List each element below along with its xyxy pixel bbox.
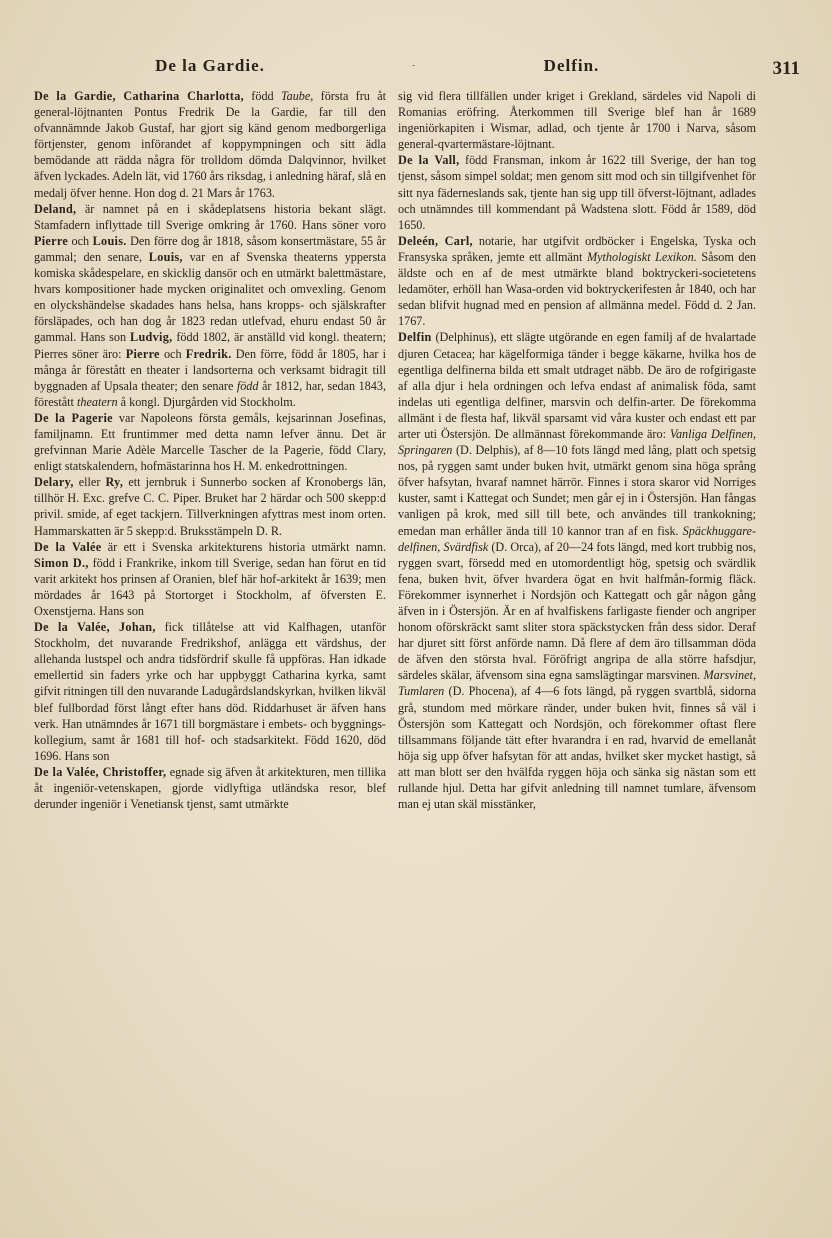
entry-text: ett jernbruk i Sunnerbo socken af Kronobergs län, tillhör H. Exc. grefve C. C. Piper. Bruket har 2 härdar och 500 skepp:d privil. smide, af eget tackjern. Tillverkningen afyttras mest inom orten. Hammarskatten är 5 skepp:d. Bruksstämpeln D. R. [34, 475, 386, 538]
entry-text: å kongl. Djurgården vid Stockholm. [117, 394, 296, 409]
entry-headword: Delfin [398, 330, 432, 345]
italic-term: född [236, 378, 259, 393]
entry-text: Den förre dog år 1818, såsom konsertmästare, 55 år gammal; den senare, [34, 233, 386, 264]
entry-headword: Pierre [34, 233, 69, 248]
italic-term: Taube, [280, 89, 314, 103]
italic-term: Marsvinet, Tumlaren [398, 668, 756, 699]
right-column [398, 88, 756, 812]
entry-text: född [244, 89, 281, 103]
entry-headword: De la Gardie, Catharina Charlotta, [34, 89, 244, 103]
entry-text: sig vid flera tillfällen under kriget i Grekland, särdeles vid Napoli di Romanias eröfring. Återkommen till Sverige blef han år 1689 ingeniörkapiten i Wismar, adlad, och tjente år 1700 i Narva, såsom general-qvartermästare-löjtnant. [398, 89, 756, 152]
entry-text: (Delphinus), ett slägte utgörande en egen familj af de hvalartade djuren Cetacea; har kägelformiga tänder i begge käkarne, hvilka hos de egentliga delfinerna bilda ett smalt utdraget näbb. De äro de rofgirigaste af alla djur i hela ordningen och lefva endast af animalisk föda, samt indelas uti egentliga delfiner, marsvin och delfin-arter. De förekomma allmänt i de flesta haf, likväl sparsamt vid våra kuster och endast ett par arter uti Östersjön. De allmännast förekommande äro: [398, 330, 756, 441]
entry-text: och [159, 346, 186, 361]
entry-text: är namnet på en i skådeplatsens historia bekant slägt. Stamfadern inflyttade till Sverige omkring år 1760. Hans söner voro [34, 201, 386, 232]
entry-paragraph [34, 201, 386, 410]
entry-text: (D. Delphis), af 8—10 fots längd med lång, platt och spetsig nos, på ryggen samt under buken hvit, utmärkt genom sina höga språng öfver hafsytan, hvaraf namnet härrör. Finnes i stora skaror vid Norriges kuster, samt i Kattegat och Sundet; men går ej in i Östersjön. Han fångas vanligen på krok, med sill till bete, och användes till trankokning; emedan man erhåller ända till 10 kannor tran af en fisk. [398, 443, 756, 538]
entry-paragraph [34, 619, 386, 764]
header-mark: - [412, 60, 416, 71]
entry-text: född 1802, är anställd vid kongl. theatern; Pierres söner äro: [34, 330, 386, 361]
entry-headword: Delary, [34, 475, 74, 490]
entry-headword: Ry, [105, 475, 124, 490]
page-number: 311 [772, 58, 800, 79]
entry-text: egnade sig äfven åt arkitekturen, men tillika åt ingeniör-vetenskapen, gjorde vidlyftiga utländska resor, blef derunder ingeniör i Venetiansk tjenst, samt utmärkte [34, 764, 386, 812]
entry-text: född Fransman, inkom år 1622 till Sverige, der han tog tjenst, såsom simpel soldat; men genom sitt mod och sin tillgifvenhet för sitt nya fäderneslands sak, tjente han sig upp till öfverst-löjtnant, adlades och utnämndes till kommendant på Wadstena slott. Född år 1589, död 1650. [398, 153, 756, 232]
entry-text: Såsom den äldste och en af de mest utmärkte bland boktryckeri-societetens ledamöter, erhöll han Wasa-orden vid boktryckerifesten år 1840, och har sedan blifvit hugnad med en pension af allmänna medel. Född d. 2 Jan. 1767. [398, 249, 756, 329]
entry-headword: Louis. [92, 233, 127, 248]
header-left-title: De la Gardie. [155, 56, 265, 75]
entry-text: var Napoleons första gemåls, kejsarinnan Josefinas, familjnamn. Ett fruntimmer med detta namn lefver ännu. Det är grefvinnan Marie Adèle Marcelle Tascher de la Pagerie, född Clary, enligt statskalendern, hofmästarinna hos H. M. enkedrottningen. [34, 410, 386, 474]
italic-term: theatern [76, 394, 118, 409]
entry-text: (D. Phocena), af 4—6 fots längd, på ryggen svartblå, sidorna grå, stundom med mörkare ränder, under buken hvit, finnes så väl i Östersjön som Kattegatt och Nordsjön, och förekommer oftast flere tillsammans följande tätt efter hvarandra i en rad, hvarvid de emellanåt höja sig upp öfver hafsytan för att andas, hvilket sker mycket hastigt, så att man blott ser den hvälfda ryggen höja och sänka sig nästan som ett rullande hjul. Detta har gifvit anledning till namnet tumlare, äfvensom man ej utan skäl misstänker, [398, 684, 756, 812]
entry-headword: De la Pagerie [34, 410, 113, 425]
entry-headword: Ludvig, [130, 330, 173, 345]
entry-text: född i Frankrike, inkom till Sverige, sedan han förut en tid varit arkitekt hos prinsen af Oranien, blef här hof-arkitekt år 1639; men mördades år 1643 på Stortorget i Stockholm, af öfversten E. Oxenstjerna. Hans son [34, 555, 386, 618]
entry-headword: Louis, [148, 249, 183, 264]
italic-term: Mythologiskt Lexikon. [586, 249, 697, 264]
entry-text: är ett i Svenska arkitekturens historia utmärkt namn. [101, 539, 386, 554]
entry-text: och [68, 233, 93, 248]
entry-headword: Fredrik. [185, 346, 232, 361]
entry-text: (D. Orca), af 20—24 fots längd, med kort trubbig nos, ryggen svart, försedd med en utomordentligt hög, spetsig och svärdlik fena, buken hvit, öfver hvardera ögat en hvit halfmån-formig fläck. Förekommer isynnerhet i Nordsjön och Kattegatt och går någon gång äfven in i Östersjön. Är en af hvalfiskens farligaste fiender och angriper honom oförskräckt samt sliter stora späckstycken från dess sidor. Deraf har djuret sitt först anförde namn. Då flere af dem äro tillsamman döda de äfven den största hval. Föröfrigt angripa de alla större hafsdjur, särdeles skälar, äfvensom sina egna samslägtingar marsvinen. [398, 539, 756, 683]
entry-headword: Deland, [34, 201, 77, 216]
entry-headword: De la Valée [34, 539, 102, 554]
italic-term: Vanliga Delfinen, Springaren [398, 426, 756, 458]
entry-text: år 1812, har, sedan 1843, förestått [34, 378, 386, 409]
entry-text: notarie, har utgifvit ordböcker i Engelska, Tyska och Fransyska språken, jemte ett allmänt [398, 233, 756, 264]
italic-term: Späckhuggare-delfinen, Svärdfisk [398, 523, 756, 554]
entry-text: eller [73, 475, 106, 490]
entry-headword: Simon D., [34, 555, 89, 570]
entry-paragraph [398, 233, 756, 330]
entry-paragraph [398, 329, 756, 812]
entry-headword: De la Valée, Christoffer, [34, 764, 167, 779]
entry-paragraph [34, 474, 386, 538]
entry-headword: De la Valée, Johan, [34, 620, 156, 635]
entry-paragraph [34, 410, 386, 474]
entry-text: var en af Svenska theaterns yppersta komiska skådespelare, en skicklig dansör och en utmärkt balettmästare, hvars kompositioner hade mycken originalitet och omvexling. Genom en olyckshändelse skadades hans helsa, hans kropps- och själskrafter försläpades, och han dog år 1823 redan utlefvad, ehuru endast 50 år gammal. Hans son [34, 249, 386, 345]
entry-headword: Deleén, Carl, [398, 233, 473, 248]
entry-paragraph [398, 152, 756, 232]
entry-paragraph [34, 539, 386, 619]
entry-headword: Pierre [125, 346, 160, 361]
running-header [34, 56, 804, 82]
entry-paragraph [398, 88, 756, 152]
entry-paragraph [34, 764, 386, 812]
entry-text: första fru åt general-löjtnanten Pontus Fredrik De la Gardie, far till den ofvannämnde Jakob Gustaf, har gjort sig känd genom medborgerliga förtjenster, genom införandet af koppympningen och sitt ädla bemödande att rädda några för trolldom dömda Dalqvinnor, hvilket äfven lyckades. Adeln lät, vid 1760 års riksdag, i anledning häraf, slå en medalj öfver henne. Hon dog d. 21 Mars år 1763. [34, 89, 386, 200]
entry-text: Den förre, född år 1805, har i många år förestått en theater i landsorterna och verksamt bidragit till byggnaden af Upsala theater; den senare [34, 346, 386, 393]
header-right-title: Delfin. [543, 56, 600, 75]
entry-text: fick tillåtelse att vid Kalfhagen, utanför Stockholm, det nuvarande Fredrikshof, anlägga ett värdshus, der allehanda lustspel och andra tidsfördrif skulle få uppföras. Han idkade emellertid sin faders yrke och har uppbyggt Catharina kyrka, samt gifvit ritningen till den nuvarande Ladugårdslandskyrkan, hvilken likväl blef fullbordad först långt efter hans död. Riddarhuset är äfven hans verk. Han utnämndes år 1671 till borgmästare i embets- och byggnings-kollegium, samt år 1681 till hof- och stadsarkitekt. Född 1620, död 1696. Hans son [34, 620, 386, 763]
left-column [34, 88, 386, 812]
entry-paragraph [34, 88, 386, 201]
entry-headword: De la Vall, [398, 153, 460, 168]
